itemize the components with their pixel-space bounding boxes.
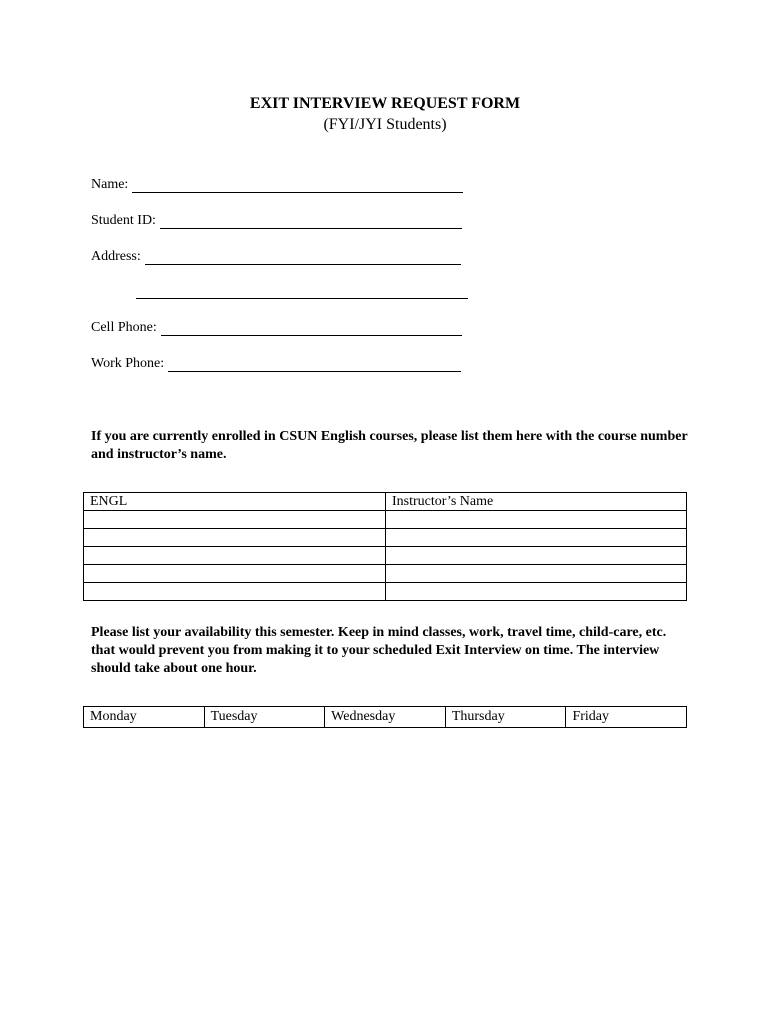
table-row <box>84 547 687 565</box>
instructor-header: Instructor’s Name <box>386 493 687 511</box>
courses-instruction: If you are currently enrolled in CSUN English courses, please list them here with the course number and instructor’s name. <box>91 429 688 462</box>
work-phone-line[interactable] <box>168 357 461 372</box>
day-friday[interactable]: Friday <box>566 707 687 728</box>
availability-instruction: Please list your availability this semester. Keep in mind classes, work, travel time, child-care, etc. that would prevent you from making it to your scheduled Exit Interview on time. The interview should take about one hour. <box>91 625 667 676</box>
table-row <box>84 565 687 583</box>
instructor-cell[interactable] <box>386 583 687 601</box>
address-line-2[interactable] <box>136 298 468 299</box>
form-subtitle: (FYI/JYI Students) <box>323 116 447 133</box>
work-phone-field[interactable] <box>91 356 461 372</box>
student-id-label: Student ID: <box>91 213 156 228</box>
cell-phone-field[interactable] <box>91 320 462 336</box>
instructor-cell[interactable] <box>386 529 687 547</box>
engl-header: ENGL <box>84 493 386 511</box>
day-wednesday[interactable]: Wednesday <box>325 707 446 728</box>
instructor-cell[interactable] <box>386 511 687 529</box>
course-cell[interactable] <box>84 547 386 565</box>
day-thursday[interactable]: Thursday <box>445 707 566 728</box>
availability-row <box>84 707 687 728</box>
instructor-cell[interactable] <box>386 565 687 583</box>
name-label: Name: <box>91 177 129 192</box>
course-cell[interactable] <box>84 583 386 601</box>
name-field[interactable] <box>91 177 463 193</box>
cell-phone-line[interactable] <box>161 321 462 336</box>
form-title: EXIT INTERVIEW REQUEST FORM <box>249 95 521 112</box>
day-tuesday[interactable]: Tuesday <box>204 707 325 728</box>
name-line[interactable] <box>132 178 463 193</box>
table-row <box>84 583 687 601</box>
day-monday[interactable]: Monday <box>84 707 205 728</box>
address-label: Address: <box>91 249 141 264</box>
instructor-cell[interactable] <box>386 547 687 565</box>
cell-phone-label: Cell Phone: <box>91 320 157 335</box>
address-field[interactable] <box>91 249 461 265</box>
student-id-field[interactable] <box>91 213 462 229</box>
courses-header-row <box>84 493 687 511</box>
work-phone-label: Work Phone: <box>91 356 165 371</box>
course-cell[interactable] <box>84 529 386 547</box>
table-row <box>84 511 687 529</box>
courses-table <box>83 492 687 601</box>
course-cell[interactable] <box>84 565 386 583</box>
student-id-line[interactable] <box>160 214 462 229</box>
availability-table <box>83 706 687 728</box>
table-row <box>84 529 687 547</box>
address-line[interactable] <box>145 250 461 265</box>
course-cell[interactable] <box>84 511 386 529</box>
